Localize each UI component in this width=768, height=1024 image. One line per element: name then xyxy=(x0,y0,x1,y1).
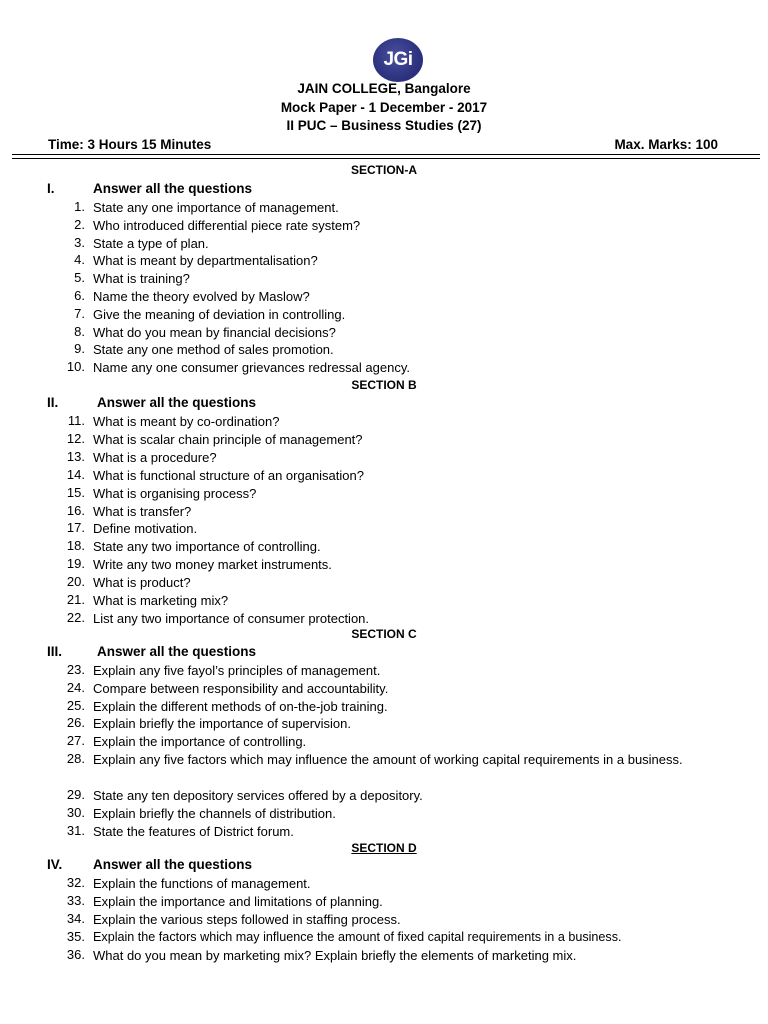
question-text: What do you mean by financial decisions? xyxy=(93,325,336,340)
question-number: 30. xyxy=(66,805,85,820)
section-instruction-c: Answer all the questions xyxy=(97,644,257,659)
logo-text: JGi xyxy=(383,49,413,70)
question-text: What is organising process? xyxy=(93,486,257,501)
question-text: Explain the importance and limitations of planning. xyxy=(93,894,383,909)
section-instruction-b: Answer all the questions xyxy=(97,395,257,410)
question-number: 25. xyxy=(66,698,85,713)
paper-title: Mock Paper - 1 December - 2017 xyxy=(280,100,488,115)
question-number: 8. xyxy=(74,324,85,339)
question-text: What is transfer? xyxy=(93,504,192,519)
section-title-d: SECTION D xyxy=(351,841,417,855)
question-number: 3. xyxy=(74,235,85,250)
question-number: 7. xyxy=(74,306,85,321)
question-number: 21. xyxy=(66,592,85,607)
question-text: State any ten depository services offered by a depository. xyxy=(93,788,423,803)
question-text: State a type of plan. xyxy=(93,236,209,251)
section-number-d: IV. xyxy=(47,857,63,872)
question-number: 2. xyxy=(74,217,85,232)
question-number: 15. xyxy=(66,485,85,500)
section-number-b: II. xyxy=(47,395,59,410)
question-number: 29. xyxy=(66,787,85,802)
question-text: Explain briefly the channels of distribution. xyxy=(93,806,336,821)
question-number: 17. xyxy=(66,520,85,535)
question-text: What is training? xyxy=(93,271,190,286)
question-text: Explain any five fayol’s principles of management. xyxy=(93,663,381,678)
question-number: 24. xyxy=(66,680,85,695)
question-text: What is scalar chain principle of management? xyxy=(93,432,363,447)
question-text: Compare between responsibility and accountability. xyxy=(93,681,389,696)
question-number: 27. xyxy=(66,733,85,748)
question-number: 32. xyxy=(66,875,85,890)
question-text: What is meant by co-ordination? xyxy=(93,414,280,429)
header-rule xyxy=(12,154,760,155)
question-number: 18. xyxy=(66,538,85,553)
section-title-a: SECTION-A xyxy=(351,163,417,177)
section-number-c: III. xyxy=(47,644,63,659)
question-number: 4. xyxy=(74,252,85,267)
question-number: 12. xyxy=(66,431,85,446)
question-number: 19. xyxy=(66,556,85,571)
question-text: Explain briefly the importance of supervision. xyxy=(93,716,351,731)
question-number: 9. xyxy=(74,341,85,356)
section-title-b: SECTION B xyxy=(351,378,417,392)
question-number: 6. xyxy=(74,288,85,303)
question-number: 23. xyxy=(66,662,85,677)
question-number: 1. xyxy=(74,199,85,214)
question-text: State any one method of sales promotion. xyxy=(93,342,334,357)
question-number: 10. xyxy=(66,359,85,374)
question-text: What do you mean by marketing mix? Explain briefly the elements of marketing mix. xyxy=(93,948,577,963)
section-number-a: I. xyxy=(47,181,55,196)
section-instruction-a: Answer all the questions xyxy=(93,181,253,196)
question-text: Name the theory evolved by Maslow? xyxy=(93,289,310,304)
section-title-c: SECTION C xyxy=(351,627,417,641)
question-text: Explain any five factors which may influence the amount of working capital requirements in a business. xyxy=(93,752,683,767)
question-number: 35. xyxy=(66,929,85,944)
question-text: Explain the various steps followed in staffing process. xyxy=(93,912,401,927)
question-text: State any two importance of controlling. xyxy=(93,539,321,554)
question-number: 22. xyxy=(66,610,85,625)
question-text: Who introduced differential piece rate system? xyxy=(93,218,361,233)
question-number: 13. xyxy=(66,449,85,464)
question-text: What is functional structure of an organisation? xyxy=(93,468,364,483)
question-number: 33. xyxy=(66,893,85,908)
subject-title: II PUC – Business Studies (27) xyxy=(286,118,482,133)
question-text: Write any two money market instruments. xyxy=(93,557,332,572)
question-number: 5. xyxy=(74,270,85,285)
question-text: Explain the functions of management. xyxy=(93,876,311,891)
question-text: Explain the factors which may influence the amount of fixed capital requirements in a business. xyxy=(93,930,622,944)
question-text: What is marketing mix? xyxy=(93,593,229,608)
max-marks: Max. Marks: 100 xyxy=(614,137,718,152)
college-logo xyxy=(373,38,423,82)
question-number: 34. xyxy=(66,911,85,926)
question-number: 31. xyxy=(66,823,85,838)
question-number: 36. xyxy=(66,947,85,962)
question-text: Explain the importance of controlling. xyxy=(93,734,307,749)
question-text: What is product? xyxy=(93,575,191,590)
header-rule-thin xyxy=(12,158,760,159)
question-text: Name any one consumer grievances redressal agency. xyxy=(93,360,410,375)
question-text: Define motivation. xyxy=(93,521,198,536)
question-number: 20. xyxy=(66,574,85,589)
question-text: State any one importance of management. xyxy=(93,200,339,215)
section-instruction-d: Answer all the questions xyxy=(93,857,253,872)
question-text: Give the meaning of deviation in controlling. xyxy=(93,307,346,322)
exam-time: Time: 3 Hours 15 Minutes xyxy=(48,137,212,152)
question-number: 11. xyxy=(67,413,85,428)
question-text: State the features of District forum. xyxy=(93,824,294,839)
question-number: 26. xyxy=(66,715,85,730)
question-text: What is meant by departmentalisation? xyxy=(93,253,318,268)
question-number: 14. xyxy=(66,467,85,482)
question-text: What is a procedure? xyxy=(93,450,217,465)
college-name: JAIN COLLEGE, Bangalore xyxy=(297,81,471,96)
question-text: Explain the different methods of on-the-job training. xyxy=(93,699,388,714)
question-text: List any two importance of consumer protection. xyxy=(93,611,370,626)
question-number: 28. xyxy=(66,751,85,766)
question-number: 16. xyxy=(66,503,85,518)
